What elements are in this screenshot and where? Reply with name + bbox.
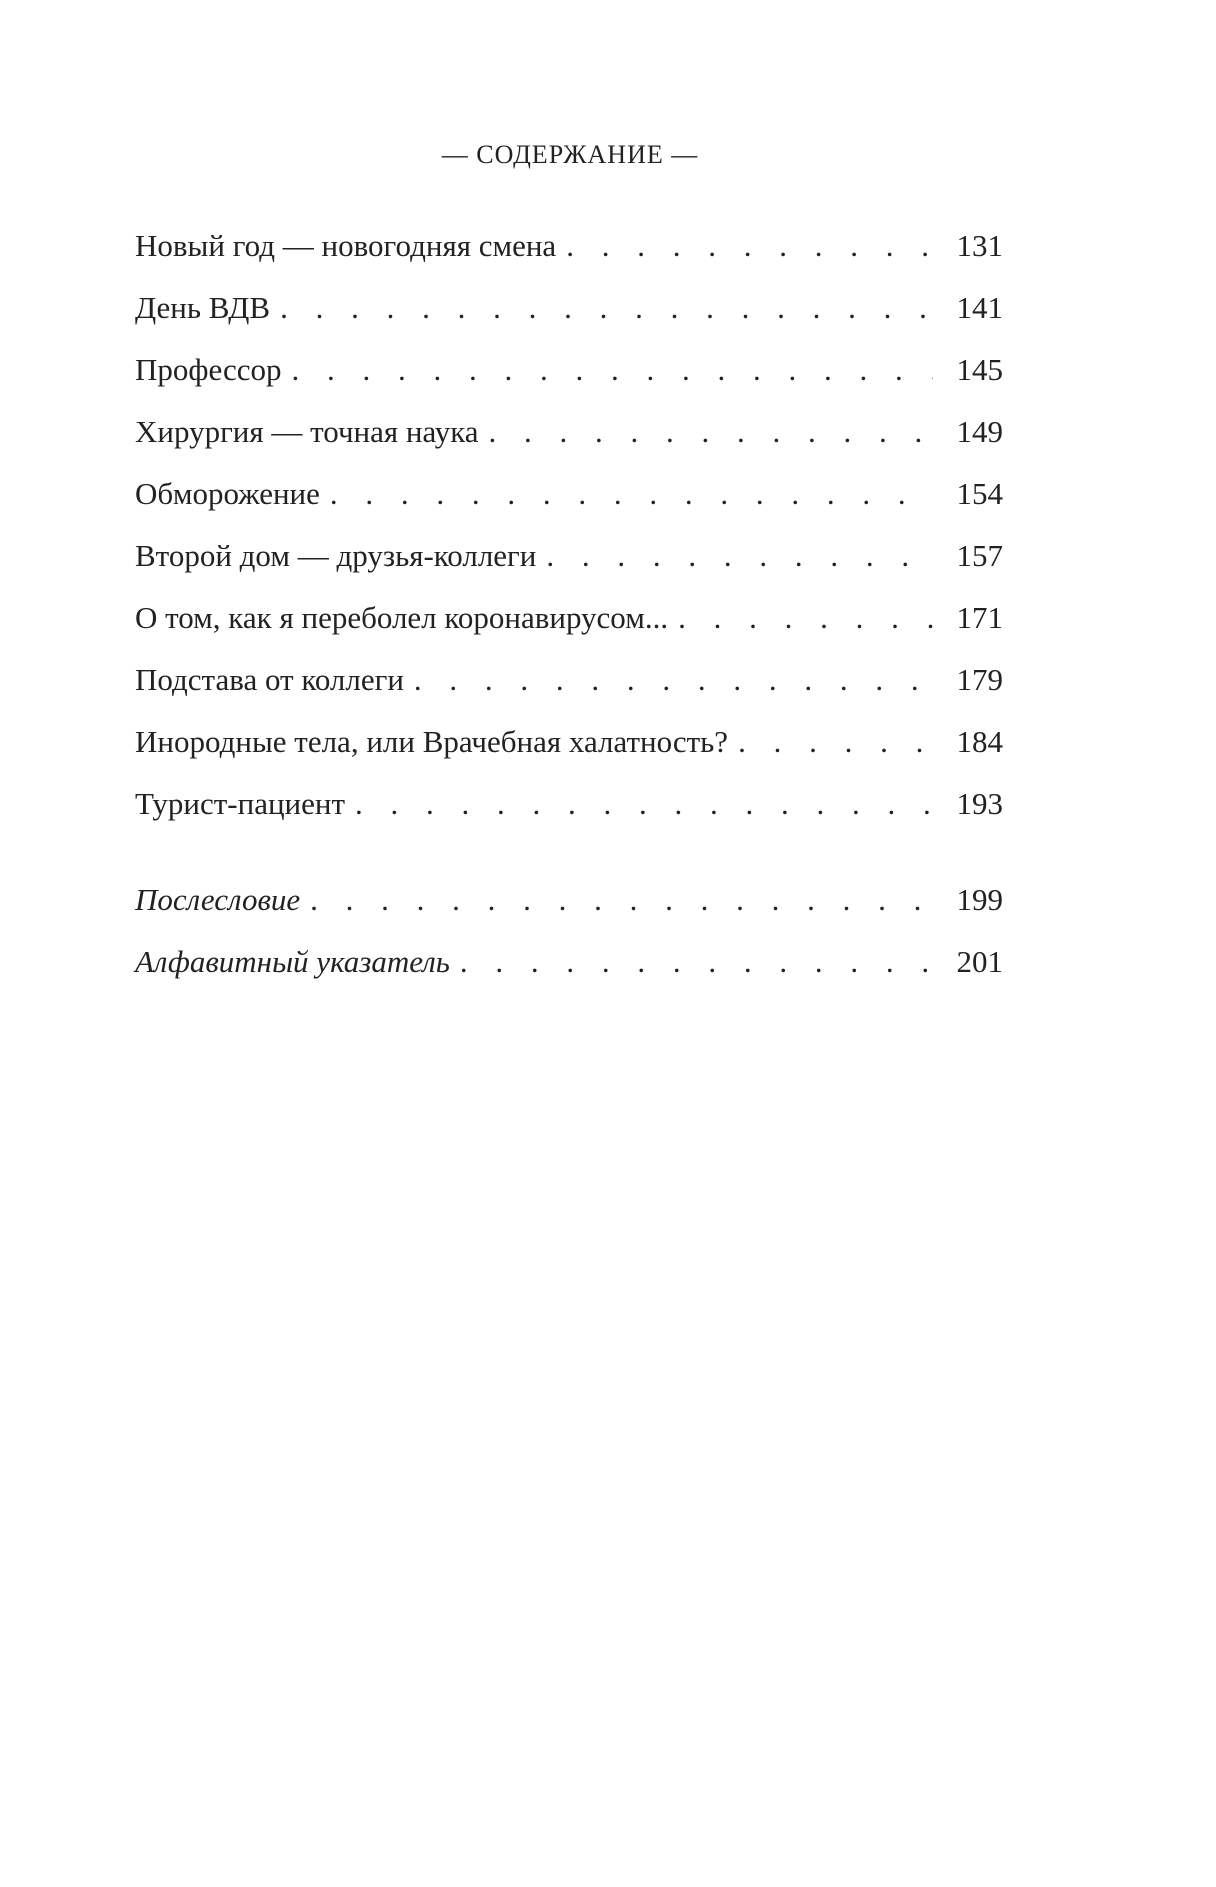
dot-leader — [489, 401, 933, 463]
toc-entry[interactable] — [135, 711, 1003, 773]
toc-entry-title: Подстава от коллеги — [135, 662, 404, 697]
dot-leader — [355, 773, 933, 835]
table-of-contents — [135, 215, 1003, 993]
dot-leader — [414, 649, 933, 711]
dot-leader — [566, 215, 933, 277]
toc-entry-page-number: 131 — [956, 228, 1003, 263]
dot-leader — [292, 339, 933, 401]
toc-entry-page-number: 193 — [956, 786, 1003, 821]
toc-entry-title: День ВДВ — [135, 290, 271, 325]
toc-entry[interactable] — [135, 277, 1003, 339]
dot-leader — [738, 711, 933, 773]
toc-entry-title: О том, как я переболел коронавирусом... — [135, 600, 669, 635]
toc-entry-title: Второй дом — друзья-коллеги — [135, 538, 537, 573]
toc-entry[interactable] — [135, 215, 1003, 277]
toc-entry[interactable] — [135, 525, 1003, 587]
toc-entry-title: Обморожение — [135, 476, 320, 511]
toc-entry-page-number: 149 — [956, 414, 1003, 449]
toc-entry-page-number: 179 — [956, 662, 1003, 697]
toc-entry[interactable] — [135, 649, 1003, 711]
section-spacer — [135, 835, 1003, 869]
toc-entry-title: Хирургия — точная наука — [135, 414, 479, 449]
toc-entry[interactable] — [135, 463, 1003, 525]
toc-entry-title: Новый год — новогодняя смена — [135, 228, 557, 263]
toc-entry-index[interactable] — [135, 931, 1003, 993]
toc-entry-page-number: 184 — [956, 724, 1003, 759]
dot-leader — [330, 463, 933, 525]
toc-entry-page-number: 171 — [956, 600, 1003, 635]
dot-leader — [280, 277, 933, 339]
toc-entry[interactable] — [135, 339, 1003, 401]
toc-entry-page-number: 199 — [956, 882, 1003, 917]
toc-entry-title: Профессор — [135, 352, 282, 387]
toc-entry-page-number: 154 — [956, 476, 1003, 511]
dot-leader — [678, 587, 933, 649]
toc-entry-title: Алфавитный указатель — [135, 944, 450, 979]
dot-leader — [310, 869, 933, 931]
toc-entry-title: Инородные тела, или Врачебная халатность? — [135, 724, 729, 759]
toc-entry[interactable] — [135, 587, 1003, 649]
toc-entry[interactable] — [135, 773, 1003, 835]
toc-entry-title: Послесловие — [135, 882, 301, 917]
toc-heading: — СОДЕРЖАНИЕ — — [441, 140, 699, 169]
toc-entry-title: Турист-пациент — [135, 786, 346, 821]
dot-leader — [460, 931, 933, 993]
dot-leader — [546, 525, 933, 587]
toc-entry-page-number: 157 — [956, 538, 1003, 573]
toc-entry-page-number: 201 — [956, 944, 1003, 979]
toc-entry-page-number: 145 — [956, 352, 1003, 387]
toc-entry-page-number: 141 — [956, 290, 1003, 325]
toc-entry-afterword[interactable] — [135, 869, 1003, 931]
toc-entry[interactable] — [135, 401, 1003, 463]
